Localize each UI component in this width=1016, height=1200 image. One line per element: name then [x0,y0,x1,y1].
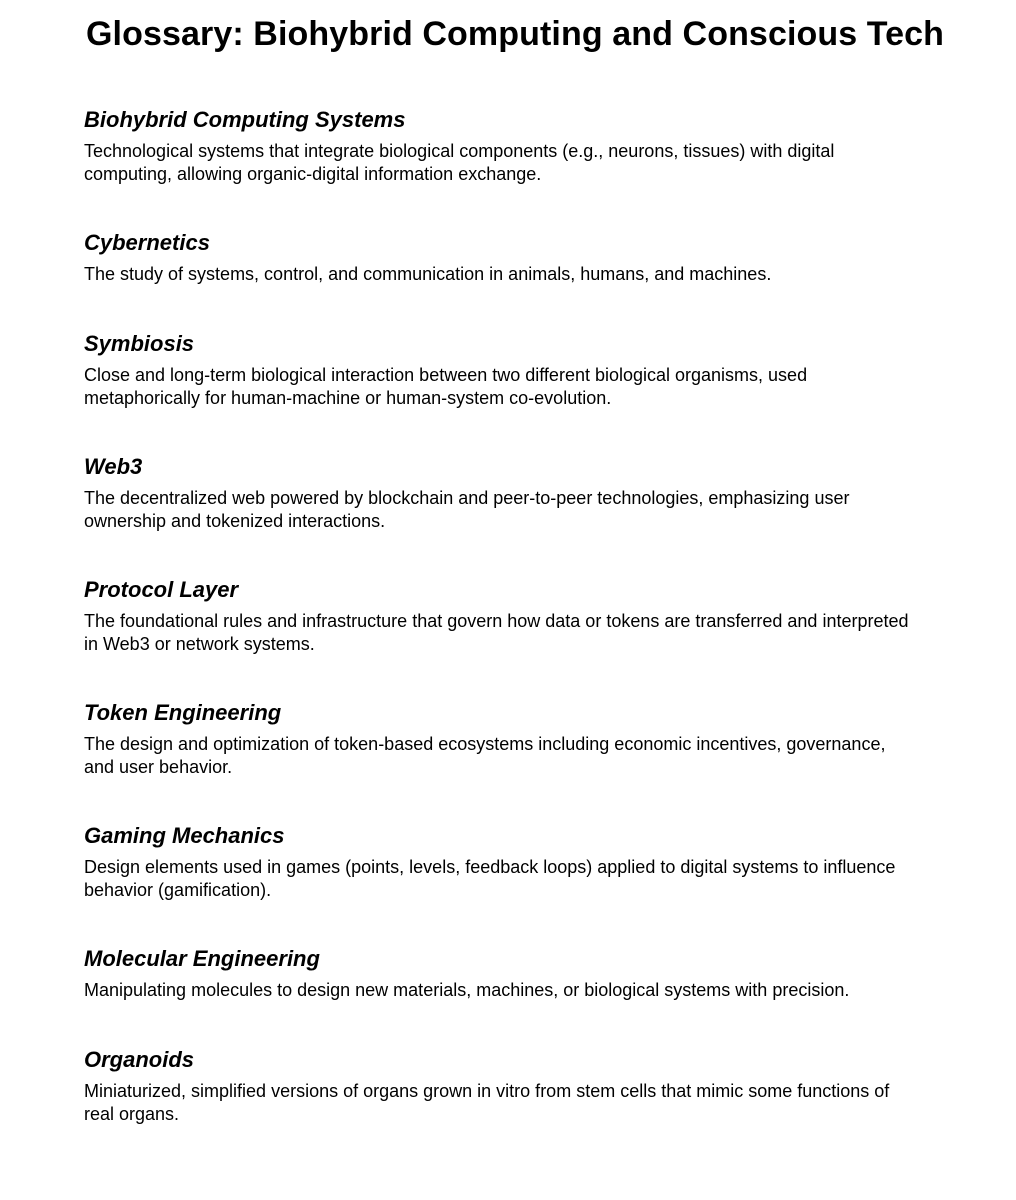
glossary-entry-token-engineering [84,699,914,778]
glossary-definition: The foundational rules and infrastructure that govern how data or tokens are transferred and interpreted in Web3 or network systems. [84,611,909,654]
glossary-definition: Manipulating molecules to design new materials, machines, or biological systems with precision. [84,980,850,1000]
glossary-definition: The design and optimization of token-based ecosystems including economic incentives, governance, and user behavior. [84,734,886,777]
glossary-entry-gaming-mechanics [84,822,914,901]
glossary-term: Protocol Layer [84,577,239,602]
glossary-term: Biohybrid Computing Systems [84,107,406,132]
glossary-term: Web3 [84,454,143,479]
glossary-definition: The decentralized web powered by blockchain and peer-to-peer technologies, emphasizing user ownership and tokenized interactions. [84,488,850,531]
glossary-definition: Design elements used in games (points, levels, feedback loops) applied to digital systems to influence behavior (gamification). [84,857,896,900]
page-title: Glossary: Biohybrid Computing and Conscious Tech [86,15,945,53]
glossary-entry-biohybrid-computing-systems [84,106,914,185]
glossary-term: Organoids [84,1047,195,1072]
glossary-entry-cybernetics [84,229,914,286]
glossary-entry-molecular-engineering [84,945,914,1002]
glossary-entry-protocol-layer [84,576,914,655]
glossary-entry-symbiosis [84,330,914,409]
glossary-term: Cybernetics [84,230,210,255]
glossary-definition: Technological systems that integrate biological components (e.g., neurons, tissues) with digital computing, allowing organic-digital information exchange. [84,141,835,184]
glossary-entry-web3 [84,453,914,532]
glossary-term: Symbiosis [84,331,195,356]
glossary-term: Gaming Mechanics [84,823,285,848]
glossary-definition: The study of systems, control, and communication in animals, humans, and machines. [84,264,772,284]
glossary-term: Molecular Engineering [84,946,320,971]
glossary-entry-organoids [84,1046,914,1125]
glossary-definition: Miniaturized, simplified versions of organs grown in vitro from stem cells that mimic some functions of real organs. [84,1081,890,1124]
glossary-term: Token Engineering [84,700,282,725]
glossary-definition: Close and long-term biological interaction between two different biological organisms, used metaphorically for human-machine or human-system co-evolution. [84,365,808,408]
